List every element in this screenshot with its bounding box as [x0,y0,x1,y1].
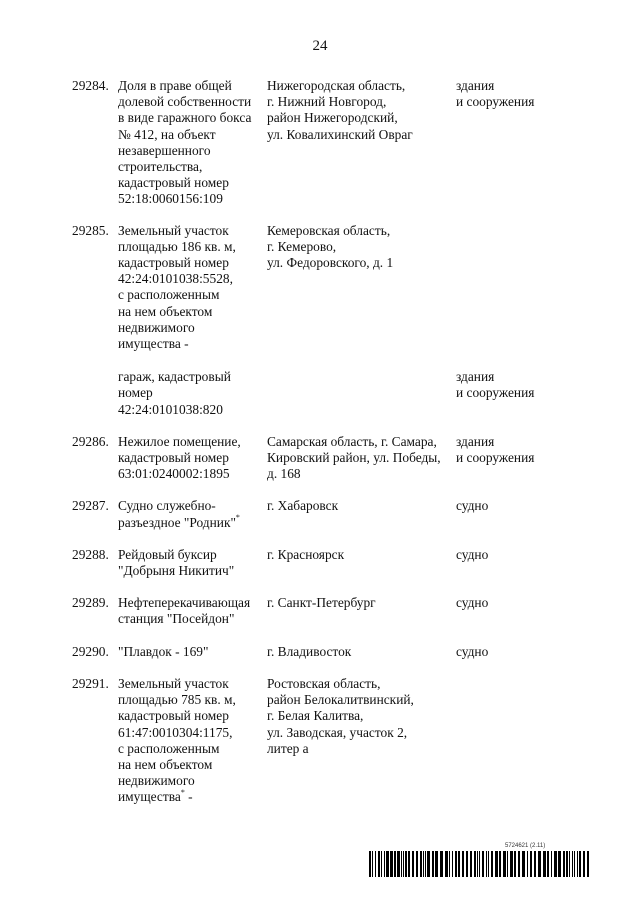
entry-address: Ростовская область, район Белокалитвинский, г. Белая Калитва, ул. Заводская, участок 2, литер а [267,675,414,756]
entry-address [267,369,456,418]
barcode-bar [503,851,506,877]
entry-description: Земельный участок площадью 186 кв. м, кадастровый номер 42:24:0101038:5528, с расположенным на нем объектом недвижимого имущества - [118,222,236,352]
barcode-bar [587,851,589,877]
barcode-bar [551,851,552,877]
barcode-bar [384,851,385,877]
barcode-bar [408,851,410,877]
property-list [72,78,572,806]
barcode-bar [425,851,426,877]
entry-address: г. Хабаровск [267,498,339,514]
entry-address: г. Красноярск [267,546,345,562]
barcode-bar [499,851,501,877]
barcode-bar [435,851,438,877]
barcode-bar [381,851,382,877]
entry-number: 29288. [72,546,109,562]
entry-description: Нежилое помещение, кадастровый номер 63:01:0240002:1895 [118,433,241,482]
entry-number: 29286. [72,433,109,449]
entry-description: Судно служебно- разъездное "Родник"* [118,498,240,530]
barcode-bar [491,851,493,877]
barcode-bar [488,851,489,877]
barcode-bar [375,851,376,877]
barcode-bar [401,851,402,877]
entry-type: здания и сооружения [456,78,535,110]
entry-address: г. Владивосток [267,643,352,659]
barcode-bar [477,851,478,877]
barcode-bar [372,851,373,877]
barcode-bar [394,851,396,877]
barcode-bar [579,851,581,877]
page-number: 24 [312,38,328,54]
barcode-bar [518,851,520,877]
entry-number: 29290. [72,643,109,659]
entry-address: Кемеровская область, г. Кемерово, ул. Федоровского, д. 1 [267,222,394,271]
entry-number: 29285. [72,222,109,238]
barcode-bar [462,851,464,877]
entry-type: судно [456,546,489,562]
entry-description: Доля в праве общей долевой собственности в виде гаражного бокса № 412, на объект незавершенного строительства, кадастровый номер 52:18:0060156:109 [118,78,252,207]
barcode-bar [474,851,476,877]
barcode-bar [378,851,380,877]
barcode-bar [470,851,472,877]
list-item [72,369,572,418]
barcode-bar [507,851,508,877]
barcode-bar [482,851,484,877]
entry-number: 29289. [72,595,109,611]
list-item [72,78,572,208]
entry-type [456,676,572,806]
barcode-bar [479,851,480,877]
barcode-bar [572,851,573,877]
list-item [72,676,572,806]
barcode-bar [554,851,557,877]
barcode-bar [369,851,371,877]
barcode-bar [449,851,450,877]
barcode-bar [416,851,418,877]
document-code: 5724621 (2.11) [505,843,546,849]
barcode-bar [522,851,525,877]
footnote-mark: * [180,787,185,797]
entry-number [72,369,118,418]
list-item [72,595,572,627]
barcode-bar [514,851,516,877]
entry-address: Нижегородская область, г. Нижний Новгород, район Нижегородский, ул. Ковалихинский Овраг [267,78,413,142]
list-item [72,434,572,483]
barcode-bar [538,851,541,877]
barcode-bar [390,851,393,877]
entry-type: здания и сооружения [456,369,535,401]
list-item [72,223,572,353]
barcode-bar [403,851,404,877]
barcode-bar [510,851,513,877]
barcode-bar [405,851,407,877]
barcode-bar [432,851,434,877]
barcode-bar [547,851,549,877]
entry-address: Самарская область, г. Самара, Кировский район, ул. Победы, д. 168 [267,433,441,482]
barcode-bar [427,851,430,877]
barcode-bar [397,851,400,877]
entry-number: 29284. [72,78,109,93]
barcode-bar [423,851,424,877]
entry-description: Земельный участок площадью 785 кв. м, кадастровый номер 61:47:0010304:1175, с расположенным на нем объектом недвижимого имущества* - [118,675,236,805]
barcode-bar [445,851,448,877]
entry-description: гараж, кадастровый номер 42:24:0101038:820 [118,369,231,417]
entry-description: Нефтеперекачивающая станция "Посейдон" [118,595,251,627]
barcode-bar [566,851,568,877]
entry-type: судно [456,643,489,659]
entry-type: судно [456,595,489,611]
entry-number: 29287. [72,498,109,514]
barcode-bar [458,851,460,877]
barcode-bar [534,851,536,877]
entry-description: Рейдовый буксир "Добрыня Никитич" [118,546,235,579]
barcode-bar [440,851,443,877]
barcode-bar [583,851,585,877]
entry-type: здания и сооружения [456,433,535,466]
barcode-bar [569,851,570,877]
barcode-bar [486,851,487,877]
list-item [72,644,572,660]
barcode-bar [530,851,532,877]
barcode-bar [420,851,422,877]
barcode-bar [574,851,575,877]
entry-type: судно [456,498,489,514]
barcode-bar [527,851,528,877]
barcode-bar [386,851,389,877]
barcode-bar [563,851,565,877]
barcode-image [369,851,591,877]
list-item [72,498,572,530]
barcode-bar [412,851,414,877]
barcode-bar [495,851,498,877]
barcode-bar [466,851,468,877]
entry-description: "Плавдок - 169" [118,643,209,659]
barcode-bar [452,851,453,877]
list-item [72,547,572,579]
entry-number: 29291. [72,675,109,691]
entry-type [456,223,572,353]
barcode-bar [543,851,546,877]
barcode-bar [577,851,578,877]
barcode-bar [455,851,457,877]
entry-address: г. Санкт-Петербург [267,595,376,611]
barcode-bar [558,851,561,877]
footnote-mark: * [235,513,240,523]
